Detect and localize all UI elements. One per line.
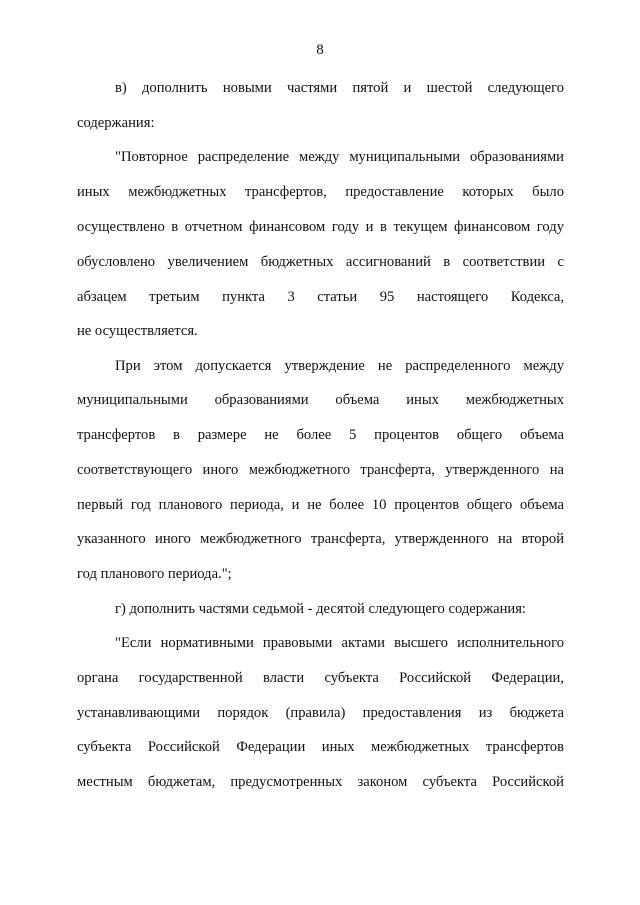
text-line: обусловлено увеличением бюджетных ассигнований в соответствии с	[77, 254, 564, 270]
text-line: осуществлено в отчетном финансовом году и в текущем финансовом году	[77, 219, 564, 235]
text-line: год планового периода.";	[77, 566, 232, 582]
text-line: трансфертов в размере не более 5 процентов общего объема	[77, 427, 564, 443]
text-line: в) дополнить новыми частями пятой и шестой следующего	[115, 80, 564, 96]
text-line: субъекта Российской Федерации иных межбюджетных трансфертов	[77, 739, 564, 755]
text-line: первый год планового периода, и не более 10 процентов общего объема	[77, 497, 564, 513]
page-number: 8	[316, 42, 324, 58]
text-line: "Повторное распределение между муниципальными образованиями	[115, 149, 564, 165]
text-line: При этом допускается утверждение не распределенного между	[115, 358, 564, 374]
text-line: не осуществляется.	[77, 323, 198, 339]
text-line: муниципальными образованиями объема иных межбюджетных	[77, 392, 564, 408]
text-line: абзацем третьим пункта 3 статьи 95 настоящего Кодекса,	[77, 289, 564, 305]
text-line: содержания:	[77, 115, 155, 131]
text-line: г) дополнить частями седьмой - десятой следующего содержания:	[115, 601, 526, 617]
text-line: "Если нормативными правовыми актами высшего исполнительного	[115, 635, 564, 651]
text-line: местным бюджетам, предусмотренных законом субъекта Российской	[77, 774, 564, 790]
text-line: иных межбюджетных трансфертов, предоставление которых было	[77, 184, 564, 200]
text-line: устанавливающими порядок (правила) предоставления из бюджета	[77, 705, 564, 721]
text-line: указанного иного межбюджетного трансферта, утвержденного на второй	[77, 531, 564, 547]
text-line: соответствующего иного межбюджетного трансферта, утвержденного на	[77, 462, 564, 478]
text-line: органа государственной власти субъекта Российской Федерации,	[77, 670, 564, 686]
